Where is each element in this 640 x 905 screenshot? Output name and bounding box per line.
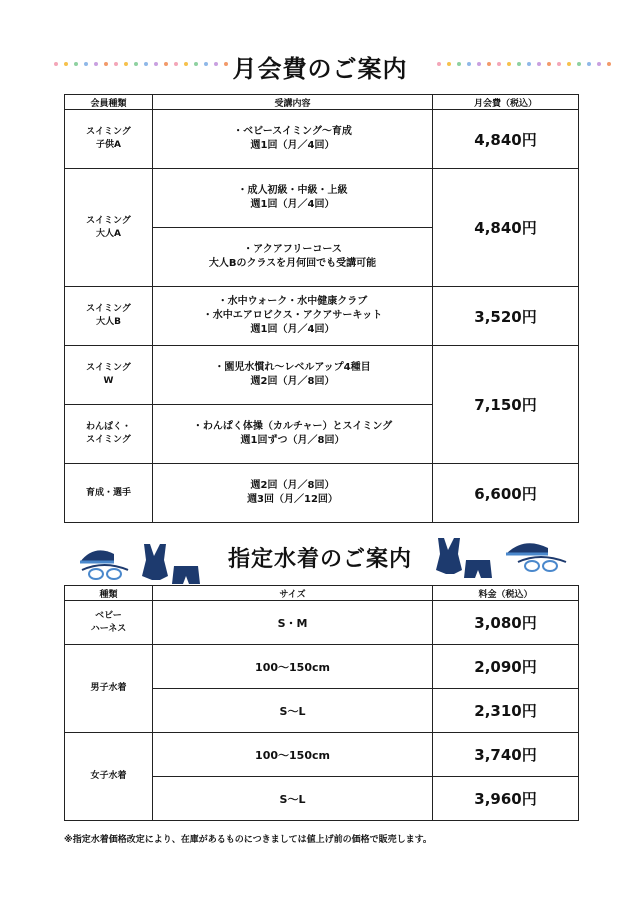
header-member-type: 会員種類 xyxy=(65,95,153,110)
swimwear-table xyxy=(64,585,579,821)
course-content: ・ベビースイミング～育成 週1回（月／4回） xyxy=(153,110,433,169)
table-row xyxy=(65,287,579,346)
swimsuit-icon xyxy=(436,538,462,574)
member-type: スイミング W xyxy=(65,346,153,405)
member-type: 育成・選手 xyxy=(65,464,153,523)
decorative-dot xyxy=(537,62,541,66)
course-content: 週2回（月／8回） 週3回（月／12回） xyxy=(153,464,433,523)
swim-trunks-icon xyxy=(464,560,492,578)
header-monthly-fee: 月会費（税込） xyxy=(433,95,579,110)
swimwear-type: 女子水着 xyxy=(65,733,153,821)
decorative-dot xyxy=(487,62,491,66)
decorative-dot xyxy=(527,62,531,66)
decorative-dot xyxy=(587,62,591,66)
decorative-dot xyxy=(477,62,481,66)
table-row xyxy=(65,645,579,689)
decorative-dot xyxy=(497,62,501,66)
price: 3,740円 xyxy=(433,733,579,777)
decorative-dot xyxy=(447,62,451,66)
price: 3,080円 xyxy=(433,601,579,645)
price: 7,150円 xyxy=(433,346,579,464)
goggles-icon xyxy=(518,557,566,571)
fee-table xyxy=(64,94,579,523)
table-row xyxy=(65,601,579,645)
price: 2,310円 xyxy=(433,689,579,733)
price-revision-note: ※指定水着価格改定により、在庫があるものにつきましては値上げ前の価格で販売します。 xyxy=(64,835,432,845)
course-content: ・成人初級・中級・上級 週1回（月／4回） xyxy=(153,169,433,228)
header-content: 受講内容 xyxy=(153,95,433,110)
header-price: 料金（税込） xyxy=(433,586,579,601)
decorative-dot xyxy=(467,62,471,66)
swimwear-title: 指定水着のご案内 xyxy=(227,547,412,572)
course-content: ・アクアフリーコース 大人Bのクラスを月何回でも受講可能 xyxy=(153,228,433,287)
member-type: スイミング 大人B xyxy=(65,287,153,346)
table-row xyxy=(65,346,579,405)
course-content: ・園児水慣れ～レベルアップ4種目 週2回（月／8回） xyxy=(153,346,433,405)
swimwear-size: S～L xyxy=(153,689,433,733)
decorative-dots-right xyxy=(437,62,611,66)
table-row xyxy=(65,464,579,523)
price: 3,960円 xyxy=(433,777,579,821)
fee-table-header xyxy=(65,95,579,110)
decorative-dot xyxy=(457,62,461,66)
swim-cap-icon xyxy=(506,543,548,554)
price: 3,520円 xyxy=(433,287,579,346)
price: 6,600円 xyxy=(433,464,579,523)
swimwear-type: ベビー ハーネス xyxy=(65,601,153,645)
price: 4,840円 xyxy=(433,169,579,287)
member-type: スイミング 大人A xyxy=(65,169,153,287)
header-type: 種類 xyxy=(65,586,153,601)
decorative-dot xyxy=(547,62,551,66)
course-content: ・水中ウォーク・水中健康クラブ ・水中エアロビクス・アクアサーキット 週1回（月／4回） xyxy=(153,287,433,346)
decorative-dot xyxy=(437,62,441,66)
table-row xyxy=(65,110,579,169)
swim-gear-illustration-right xyxy=(428,534,578,582)
member-type: スイミング 子供A xyxy=(65,110,153,169)
swimwear-type: 男子水着 xyxy=(65,645,153,733)
swimwear-size: 100～150cm xyxy=(153,645,433,689)
swimwear-size: S・M xyxy=(153,601,433,645)
decorative-dot xyxy=(557,62,561,66)
price: 2,090円 xyxy=(433,645,579,689)
member-type: わんぱく・ スイミング xyxy=(65,405,153,464)
decorative-dot xyxy=(577,62,581,66)
table-row xyxy=(65,169,579,228)
table-row xyxy=(65,733,579,777)
decorative-dot xyxy=(567,62,571,66)
decorative-dot xyxy=(597,62,601,66)
swimwear-size: 100～150cm xyxy=(153,733,433,777)
swimwear-size: S～L xyxy=(153,777,433,821)
price: 4,840円 xyxy=(433,110,579,169)
header-size: サイズ xyxy=(153,586,433,601)
course-content: ・わんぱく体操（カルチャー）とスイミング 週1回ずつ（月／8回） xyxy=(153,405,433,464)
decorative-dot xyxy=(607,62,611,66)
decorative-dot xyxy=(507,62,511,66)
swimwear-table-header xyxy=(65,586,579,601)
fee-title: 月会費のご案内 xyxy=(232,55,408,83)
decorative-dot xyxy=(517,62,521,66)
fee-title-row xyxy=(0,44,640,84)
